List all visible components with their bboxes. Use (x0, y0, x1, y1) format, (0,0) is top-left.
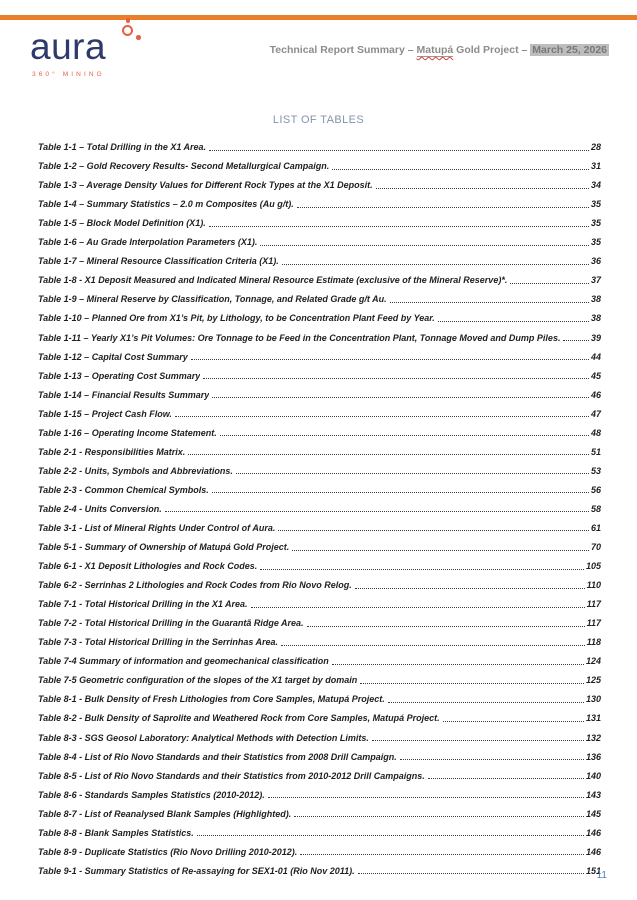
toc-entry-page-number: 151 (585, 865, 601, 876)
toc-leader-dots (563, 340, 589, 341)
toc-entry-label: Table 7-3 - Total Historical Drilling in the Serrinhas Area. (38, 637, 279, 648)
toc-entry-page-number: 35 (590, 199, 601, 210)
toc-entry-page-number: 125 (585, 675, 601, 686)
toc-entry-page-number: 39 (590, 332, 601, 343)
orbit-dot-bottom-icon (136, 35, 141, 40)
footer-page-number: 11 (596, 870, 607, 881)
list-of-tables-heading: LIST OF TABLES (272, 114, 365, 126)
toc-entry-label: Table 7-5 Geometric configuration of the slopes of the X1 target by domain (38, 675, 358, 686)
toc-leader-dots (388, 702, 584, 703)
toc-leader-dots (268, 797, 584, 798)
toc-entry-label: Table 8-5 - List of Rio Novo Standards and their Statistics from 2010-2012 Drill Campaigns. (38, 770, 425, 781)
toc-entry[interactable] (38, 783, 601, 802)
toc-leader-dots (307, 626, 585, 627)
toc-entry-label: Table 1-7 – Mineral Resource Classification Criteria (X1). (38, 256, 279, 267)
toc-leader-dots (300, 854, 584, 855)
orbit-ring-icon (122, 25, 133, 36)
toc-leader-dots (438, 321, 589, 322)
toc-leader-dots (175, 416, 589, 417)
toc-entry[interactable] (38, 535, 601, 554)
toc-entry[interactable] (38, 611, 601, 630)
toc-entry-label: Table 1-10 – Planned Ore from X1’s Pit, by Lithology, to be Concentration Plant Feed by Year. (38, 313, 435, 324)
toc-leader-dots (400, 759, 584, 760)
toc-entry-label: Table 1-3 – Average Density Values for Different Rock Types at the X1 Deposit. (38, 180, 373, 191)
toc-leader-dots (260, 569, 584, 570)
toc-leader-dots (376, 188, 589, 189)
toc-entry[interactable] (38, 497, 601, 516)
toc-entry[interactable] (38, 402, 601, 421)
toc-entry[interactable] (38, 249, 601, 268)
toc-leader-dots (209, 226, 589, 227)
toc-entry-label: Table 1-15 – Project Cash Flow. (38, 408, 172, 419)
toc-entry[interactable] (38, 135, 601, 154)
toc-entry-page-number: 48 (590, 427, 601, 438)
toc-entry-page-number: 46 (590, 389, 601, 400)
toc-entry-page-number: 130 (585, 694, 601, 705)
toc-entry-label: Table 8-4 - List of Rio Novo Standards and their Statistics from 2008 Drill Campaign. (38, 751, 397, 762)
toc-entry-page-number: 58 (590, 503, 601, 514)
toc-leader-dots (209, 150, 589, 151)
aura-logo-wordmark: aura (30, 26, 107, 67)
toc-leader-dots (390, 302, 589, 303)
toc-entry[interactable] (38, 421, 601, 440)
toc-leader-dots (203, 378, 589, 379)
toc-entry-label: Table 6-2 - Serrinhas 2 Lithologies and Rock Codes from Rio Novo Relog. (38, 580, 352, 591)
toc-entry[interactable] (38, 345, 601, 364)
toc-entry[interactable] (38, 268, 601, 287)
header-date-field: March 25, 2026 (532, 44, 607, 56)
toc-entry[interactable] (38, 821, 601, 840)
toc-entry-page-number: 145 (585, 808, 601, 819)
toc-entry-page-number: 117 (586, 599, 601, 610)
toc-entry-page-number: 70 (590, 542, 601, 553)
toc-entry-page-number: 35 (590, 237, 601, 248)
header-project-word-spellcheck: Matupá (416, 44, 454, 56)
toc-entry[interactable] (38, 306, 601, 325)
toc-entry-page-number: 35 (590, 218, 601, 229)
toc-leader-dots (165, 511, 589, 512)
toc-entry[interactable] (38, 592, 601, 611)
toc-entry[interactable] (38, 192, 601, 211)
toc-leader-dots (294, 816, 584, 817)
toc-entry-page-number: 38 (590, 313, 601, 324)
toc-entry-page-number: 136 (585, 751, 601, 762)
toc-leader-dots (191, 359, 589, 360)
toc-entry-page-number: 146 (585, 846, 601, 857)
toc-leader-dots (212, 492, 589, 493)
toc-entry[interactable] (38, 840, 601, 859)
toc-entry-label: Table 3-1 - List of Mineral Rights Under Control of Aura. (38, 522, 276, 533)
toc-leader-dots (443, 721, 584, 722)
toc-entry[interactable] (38, 325, 601, 344)
toc-entry[interactable] (38, 687, 601, 706)
toc-entry-label: Table 8-1 - Bulk Density of Fresh Lithologies from Core Samples, Matupá Project. (38, 694, 385, 705)
toc-entry[interactable] (38, 802, 601, 821)
toc-entry-page-number: 53 (590, 465, 601, 476)
toc-entry-label: Table 9-1 - Summary Statistics of Re-assaying for SEX1-01 (Rio Nov 2011). (38, 865, 355, 876)
toc-entry[interactable] (38, 383, 601, 402)
toc-entry-label: Table 7-4 Summary of information and geomechanical classification (38, 656, 329, 667)
toc-entry[interactable] (38, 478, 601, 497)
toc-entry-page-number: 140 (585, 770, 601, 781)
toc-entry-label: Table 2-4 - Units Conversion. (38, 503, 162, 514)
toc-entry[interactable] (38, 154, 601, 173)
toc-entry-label: Table 1-1 – Total Drilling in the X1 Area. (38, 142, 207, 153)
toc-entry[interactable] (38, 287, 601, 306)
toc-entry-label: Table 8-7 - List of Reanalysed Blank Samples (Highlighted). (38, 808, 292, 819)
toc-leader-dots (360, 683, 584, 684)
toc-entry-page-number: 118 (586, 637, 601, 648)
orbit-dot-top-icon (126, 18, 131, 23)
toc-leader-dots (332, 169, 589, 170)
toc-entry-label: Table 1-12 – Capital Cost Summary (38, 351, 188, 362)
toc-entry-label: Table 1-6 – Au Grade Interpolation Parameters (X1). (38, 237, 258, 248)
toc-entry[interactable] (38, 630, 601, 649)
toc-leader-dots (220, 435, 589, 436)
toc-entry-page-number: 143 (585, 789, 601, 800)
toc-entry-page-number: 47 (590, 408, 601, 419)
toc-entry-page-number: 124 (585, 656, 601, 667)
toc-entry[interactable] (38, 211, 601, 230)
toc-entry-page-number: 132 (585, 732, 601, 743)
toc-entry[interactable] (38, 706, 601, 725)
toc-entry-label: Table 8-9 - Duplicate Statistics (Rio Novo Drilling 2010-2012). (38, 846, 298, 857)
toc-entry[interactable] (38, 745, 601, 764)
toc-entry[interactable] (38, 649, 601, 668)
toc-entry-label: Table 1-13 – Operating Cost Summary (38, 370, 201, 381)
toc-entry-label: Table 7-1 - Total Historical Drilling in the X1 Area. (38, 599, 248, 610)
toc-entry-label: Table 1-9 – Mineral Reserve by Classification, Tonnage, and Related Grade g/t Au. (38, 294, 387, 305)
aura-logo-tagline: 360° MINING (32, 71, 105, 78)
toc-entry-page-number: 146 (585, 827, 601, 838)
toc-entry-page-number: 37 (590, 275, 601, 286)
header-accent-bar (0, 15, 637, 20)
toc-entry-page-number: 45 (590, 370, 601, 381)
toc-entry-label: Table 1-14 – Financial Results Summary (38, 389, 210, 400)
toc-leader-dots (282, 264, 589, 265)
toc-leader-dots (355, 588, 585, 589)
toc-entry-label: Table 1-11 – Yearly X1’s Pit Volumes: Ore Tonnage to be Feed in the Concentration Plant, Tonnage Moved and Dump Piles. (38, 332, 561, 343)
toc-entry-label: Table 2-3 - Common Chemical Symbols. (38, 484, 209, 495)
header-title-prefix: Technical Report Summary – (269, 44, 417, 56)
toc-entry-label: Table 2-1 - Responsibilities Matrix. (38, 446, 186, 457)
toc-entry-label: Table 6-1 - X1 Deposit Lithologies and Rock Codes. (38, 561, 258, 572)
toc-leader-dots (278, 530, 589, 531)
toc-entry-label: Table 8-8 - Blank Samples Statistics. (38, 827, 194, 838)
header-title-middle: Gold Project – (453, 44, 531, 56)
toc-entry[interactable] (38, 440, 601, 459)
toc-entry-label: Table 1-8 - X1 Deposit Measured and Indicated Mineral Resource Estimate (exclusive of the Mineral Reserve)*. (38, 275, 508, 286)
toc-leader-dots (358, 873, 584, 874)
toc-leader-dots (510, 283, 589, 284)
toc-leader-dots (188, 454, 589, 455)
toc-leader-dots (260, 245, 589, 246)
toc-entry[interactable] (38, 173, 601, 192)
toc-entry-label: Table 7-2 - Total Historical Drilling in the Guarantã Ridge Area. (38, 618, 304, 629)
toc-leader-dots (332, 664, 584, 665)
toc-entry-page-number: 61 (590, 522, 601, 533)
toc-leader-dots (281, 645, 585, 646)
toc-entry[interactable] (38, 364, 601, 383)
toc-entry-page-number: 51 (590, 446, 601, 457)
aura-logo (30, 27, 150, 89)
toc-entry-page-number: 105 (585, 561, 601, 572)
toc-leader-dots (197, 835, 584, 836)
toc-entry-label: Table 5-1 - Summary of Ownership of Matupá Gold Project. (38, 542, 290, 553)
toc-entry-label: Table 8-6 - Standards Samples Statistics (2010-2012). (38, 789, 265, 800)
toc-leader-dots (251, 607, 585, 608)
toc-leader-dots (292, 550, 589, 551)
table-of-contents (38, 135, 601, 878)
toc-entry[interactable] (38, 459, 601, 478)
toc-entry[interactable] (38, 859, 601, 878)
toc-entry[interactable] (38, 554, 601, 573)
toc-entry-label: Table 1-16 – Operating Income Statement. (38, 427, 217, 438)
toc-entry-page-number: 117 (586, 618, 601, 629)
toc-entry[interactable] (38, 516, 601, 535)
toc-entry-label: Table 8-3 - SGS Geosol Laboratory: Analytical Methods with Detection Limits. (38, 732, 369, 743)
toc-entry-page-number: 38 (590, 294, 601, 305)
toc-entry[interactable] (38, 668, 601, 687)
toc-entry-page-number: 31 (590, 161, 601, 172)
toc-entry-page-number: 34 (590, 180, 601, 191)
toc-leader-dots (212, 397, 589, 398)
toc-entry[interactable] (38, 725, 601, 744)
toc-leader-dots (236, 473, 589, 474)
toc-entry-page-number: 131 (585, 713, 601, 724)
toc-entry-label: Table 1-2 – Gold Recovery Results- Second Metallurgical Campaign. (38, 161, 330, 172)
toc-entry-label: Table 8-2 - Bulk Density of Saprolite and Weathered Rock from Core Samples, Matupá Project. (38, 713, 440, 724)
toc-entry-page-number: 110 (586, 580, 601, 591)
aura-logo-orbit-icon (122, 18, 144, 44)
toc-entry-page-number: 44 (590, 351, 601, 362)
toc-entry-page-number: 56 (590, 484, 601, 495)
toc-entry-label: Table 1-5 – Block Model Definition (X1). (38, 218, 206, 229)
toc-entry-label: Table 2-2 - Units, Symbols and Abbreviations. (38, 465, 233, 476)
toc-leader-dots (372, 740, 584, 741)
toc-entry-label: Table 1-4 – Summary Statistics – 2.0 m Composites (Au g/t). (38, 199, 294, 210)
toc-entry[interactable] (38, 764, 601, 783)
toc-entry[interactable] (38, 573, 601, 592)
toc-entry-page-number: 28 (590, 142, 601, 153)
toc-entry-page-number: 36 (590, 256, 601, 267)
toc-leader-dots (297, 207, 589, 208)
toc-leader-dots (428, 778, 584, 779)
running-header (270, 44, 609, 56)
toc-entry[interactable] (38, 230, 601, 249)
